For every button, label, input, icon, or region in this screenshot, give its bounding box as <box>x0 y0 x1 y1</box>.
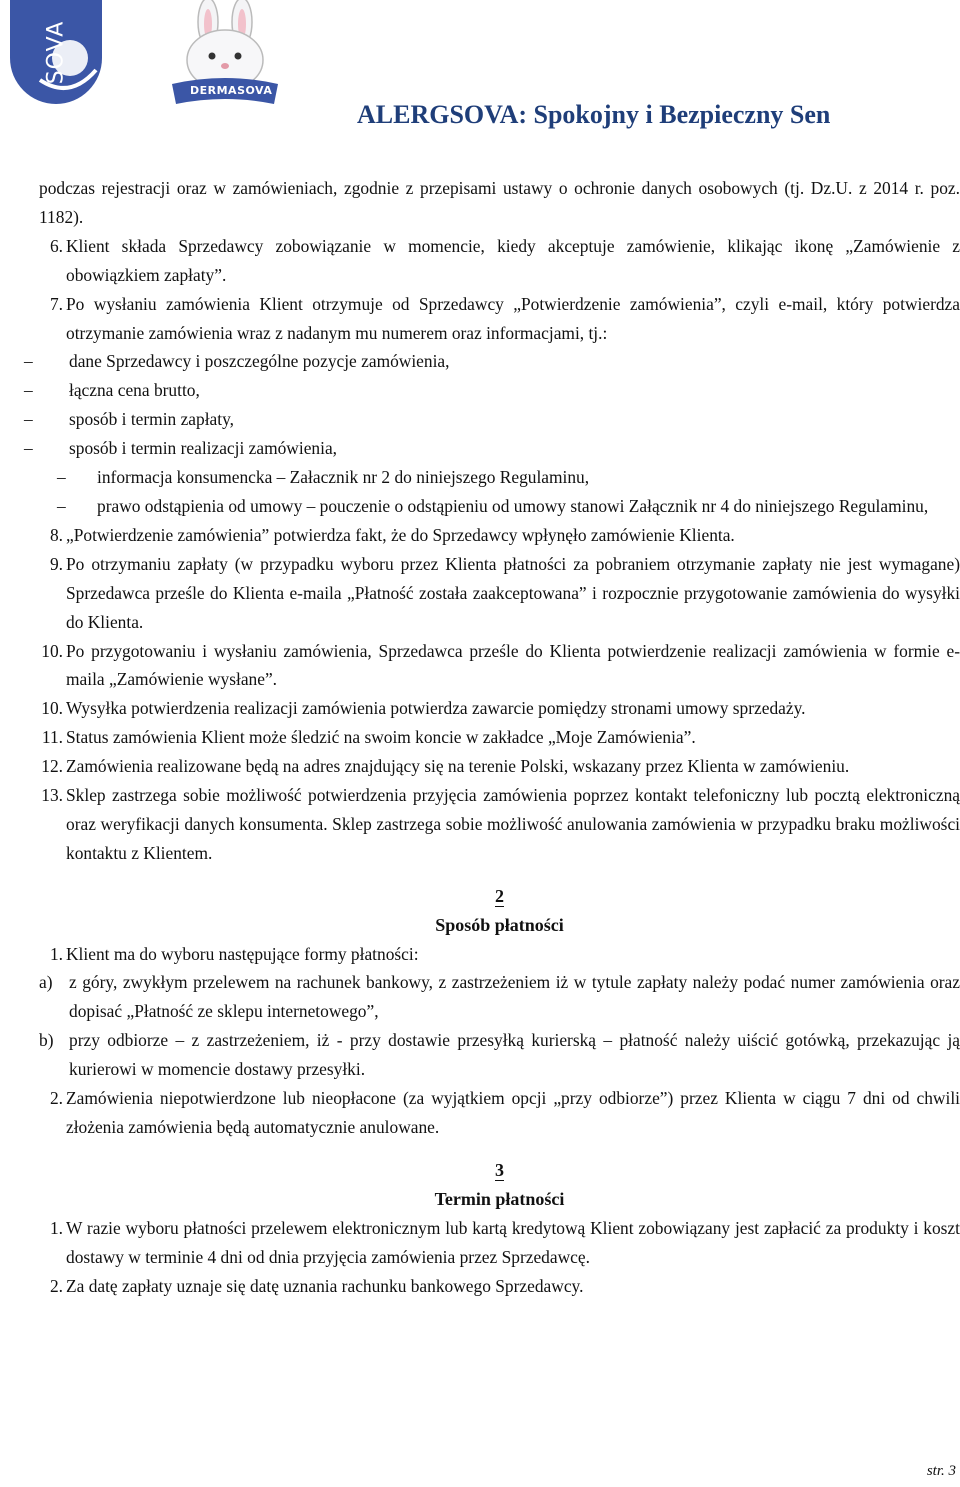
item-text: Klient ma do wyboru następujące formy płatności: <box>66 943 419 964</box>
section-number-text: 3 <box>495 1159 504 1180</box>
item-text: Status zamówienia Klient może śledzić na swoim koncie w zakładce „Moje Zamówienia”. <box>66 727 696 748</box>
item-text: W razie wyboru płatności przelewem elektronicznym lub kartą kredytową Klient zobowiązany jest zapłacić za produkty i koszt dostawy w terminie 4 dni od dnia przyjęcia zamówienia przez Sprzedawcę. <box>66 1217 960 1267</box>
sova-logo-text: SOVA <box>43 20 69 85</box>
list-item <box>39 637 960 695</box>
item-text: Za datę zapłaty uznaje się datę uznania rachunku bankowego Sprzedawcy. <box>66 1275 584 1296</box>
header-title: ALERGSOVA: Spokojny i Bezpieczny Sen <box>357 100 831 129</box>
list-item <box>39 550 960 637</box>
item-text: Klient składa Sprzedawcy zobowiązanie w momencie, kiedy akceptuje zamówienie, klikając ikonę „Zamówienie z obowiązkiem zapłaty”. <box>66 235 960 285</box>
dermasova-logo-text: DERMASOVA <box>190 84 273 97</box>
dash-item: – sposób i termin zapłaty, <box>39 405 960 434</box>
item-text: Wysyłka potwierdzenia realizacji zamówienia potwierdza zawarcie pomiędzy stronami umowy sprzedaży. <box>66 698 806 719</box>
item-number: 2. <box>49 1088 63 1109</box>
item-text: „Potwierdzenie zamówienia” potwierdza fakt, że do Sprzedawcy wpłynęło zamówienie Klienta. <box>66 524 735 545</box>
section-title: Termin płatności <box>434 1188 565 1209</box>
page-header <box>0 0 960 150</box>
dash-item: – łączna cena brutto, <box>39 376 960 405</box>
item-text: Sklep zastrzega sobie możliwość potwierdzenia przyjęcia zamówienia poprzez kontakt telefoniczny lub pocztą elektroniczną oraz weryfikacji danych konsumenta. Sklep zastrzega sobie możliwość anulowania zamówienia w przypadku braku możliwości kontaktu z Klientem. <box>66 785 960 863</box>
alpha-item <box>39 968 960 1026</box>
section-title: Sposób płatności <box>435 914 564 935</box>
item-number: 9. <box>49 553 63 574</box>
item-number: 10. <box>41 698 63 719</box>
subdash-item: – prawo odstąpienia od umowy – pouczenie o odstąpieniu od umowy stanowi Załącznik nr 4 do niniejszego Regulaminu, <box>39 492 960 521</box>
list-item <box>39 290 960 348</box>
item-number: 12. <box>41 756 63 777</box>
item-text: Zamówienia niepotwierdzone lub nieopłacone (za wyjątkiem opcji „przy odbiorze”) przez Klienta w ciągu 7 dni od chwili złożenia zamówienia będą automatycznie anulowane. <box>66 1088 960 1137</box>
list-item <box>39 940 960 969</box>
item-text: Po otrzymaniu zapłaty (w przypadku wyboru przez Klienta płatności za pobraniem otrzymanie zapłaty nie jest wymagane) Sprzedawca prześle do Klienta e-maila „Płatność została zaakceptowana” i rozpocznie przygotowanie zamówienia do wysyłki do Klienta. <box>66 553 960 632</box>
alpha-label: b) <box>39 1030 54 1051</box>
section-number-text: 2 <box>495 885 504 906</box>
section-number <box>39 1156 960 1185</box>
item-number: 1. <box>49 943 63 964</box>
alpha-label: a) <box>39 972 53 993</box>
item-number: 10. <box>41 640 63 661</box>
document-body <box>39 174 960 1300</box>
item-number: 8. <box>49 524 63 545</box>
list-item <box>39 752 960 781</box>
list-item <box>39 1272 960 1301</box>
item-number: 7. <box>49 293 63 314</box>
list-item <box>39 232 960 290</box>
intro-paragraph: podczas rejestracji oraz w zamówieniach, zgodnie z przepisami ustawy o ochronie danych osobowych (tj. Dz.U. z 2014 r. poz. 1182). <box>39 178 960 227</box>
item-text: Po wysłaniu zamówienia Klient otrzymuje od Sprzedawcy „Potwierdzenie zamówienia”, czyli e-mail, który potwierdza otrzymanie zamówienia wraz z nadanym mu numerem oraz informacjami, tj.: <box>66 293 960 343</box>
list-item <box>39 1084 960 1142</box>
dash-item: – dane Sprzedawcy i poszczególne pozycje zamówienia, <box>39 347 960 376</box>
item-number: 2. <box>49 1275 63 1296</box>
item-number: 11. <box>41 727 63 748</box>
item-number: 1. <box>49 1217 63 1238</box>
item-text: Zamówienia realizowane będą na adres znajdujący się na terenie Polski, wskazany przez Klienta w zamówieniu. <box>66 756 850 777</box>
list-item <box>39 1214 960 1272</box>
item-number: 6. <box>49 235 63 256</box>
alpha-text: z góry, zwykłym przelewem na rachunek bankowy, z zastrzeżeniem iż w tytule zapłaty należy podać numer zamówienia oraz dopisać „Płatność ze sklepu internetowego”, <box>69 972 960 1022</box>
alpha-text: przy odbiorze – z zastrzeżeniem, iż - przy dostawie przesyłką kurierską – płatność należy uiścić gotówką, przekazując ją kurierowi w momencie dostawy przesyłki. <box>69 1030 960 1080</box>
item-text: Po przygotowaniu i wysłaniu zamówienia, Sprzedawca prześle do Klienta potwierdzenie realizacji zamówienia w formie e-maila „Zamówienie wysłane”. <box>66 640 960 690</box>
dermasova-logo <box>150 0 300 112</box>
section-number <box>39 882 960 911</box>
page-number: str. 3 <box>926 1463 956 1479</box>
list-item <box>39 694 960 723</box>
item-number: 13. <box>41 785 63 806</box>
list-item <box>39 781 960 868</box>
list-item <box>39 521 960 550</box>
list-item <box>39 723 960 752</box>
sova-logo <box>10 0 102 104</box>
alpha-item <box>39 1026 960 1084</box>
subdash-item: – informacja konsumencka – Załacznik nr 2 do niniejszego Regulaminu, <box>39 463 960 492</box>
dash-item: – sposób i termin realizacji zamówienia, <box>39 434 960 463</box>
